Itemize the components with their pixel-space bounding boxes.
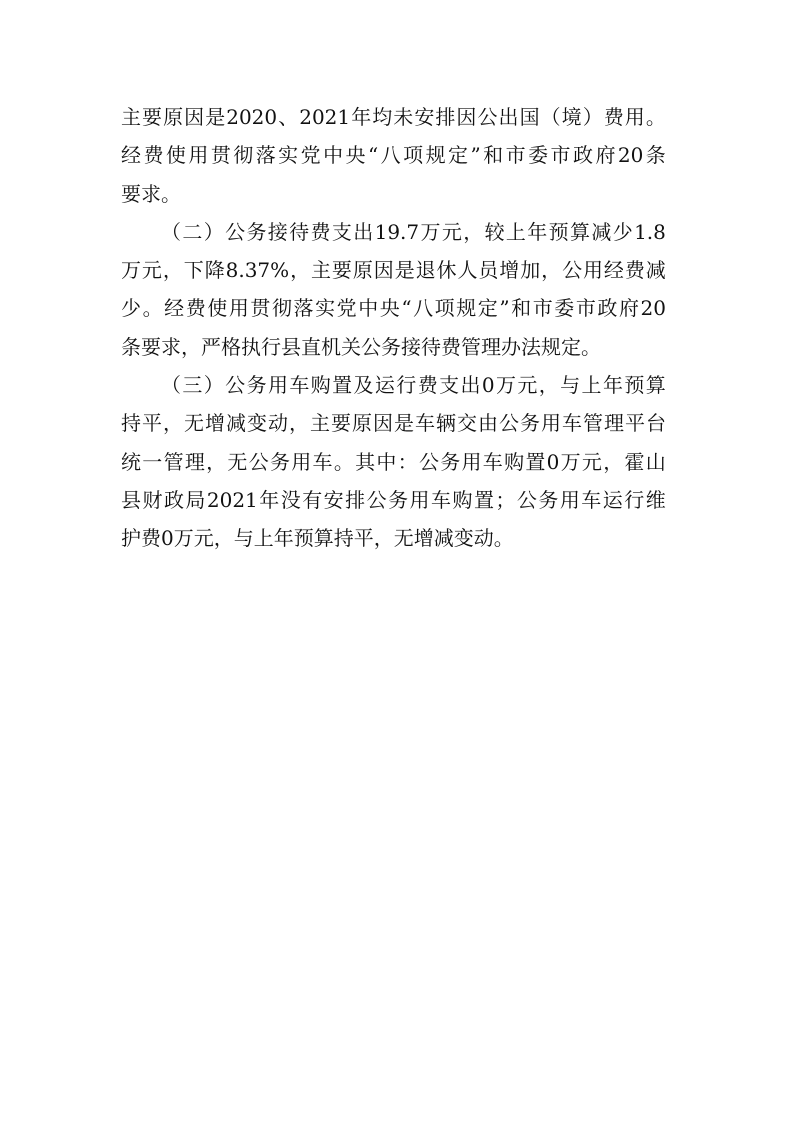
- text-line-7: 条 要 求 ， 严 格 执 行 县 直 机 关 公 务 接 待 费 管 理 办 法 规 定 。: [121, 334, 601, 359]
- text-line-2: 经 费 使 用 贯 彻 落 实 党 中 央 “ 八 项 规 定 ” 和 市 委 市 政 府 20 条: [121, 143, 666, 168]
- text-line-6: 少 。 经 费 使 用 贯 彻 落 实 党 中 央 “ 八 项 规 定 ” 和 市 委 市 政 府 20: [121, 296, 666, 321]
- document-body: [121, 98, 666, 558]
- text-line-10: 统 一 管 理 ， 无 公 务 用 车 。 其 中 ： 公 务 用 车 购 置 0 万 元 ， 霍 山: [121, 449, 666, 474]
- text-line-3: 要 求 。: [121, 181, 181, 206]
- text-line-1: 主 要 原 因 是 2020 、 2021 年 均 未 安 排 因 公 出 国 （ 境 ） 费 用 。: [121, 105, 666, 129]
- text-line-11: 县 财 政 局 2021 年 没 有 安 排 公 务 用 车 购 置 ； 公 务 用 车 运 行 维: [121, 487, 666, 512]
- text-line-8: （ 三 ） 公 务 用 车 购 置 及 运 行 费 支 出 0 万 元 ， 与 上 年 预 算: [161, 373, 666, 398]
- text-line-5: 万 元 ， 下 降 8.37% ， 主 要 原 因 是 退 休 人 员 增 加 ， 公 用 经 费 减: [121, 258, 666, 283]
- text-line-9: 持 平 ， 无 增 减 变 动 ， 主 要 原 因 是 车 辆 交 由 公 务 用 车 管 理 平 台: [121, 411, 666, 436]
- text-line-4: （ 二 ） 公 务 接 待 费 支 出 19.7 万 元 ， 较 上 年 预 算 减 少 1.8: [161, 219, 666, 244]
- text-line-12: 护 费 0 万 元 ， 与 上 年 预 算 持 平 ， 无 增 减 变 动 。: [121, 526, 514, 551]
